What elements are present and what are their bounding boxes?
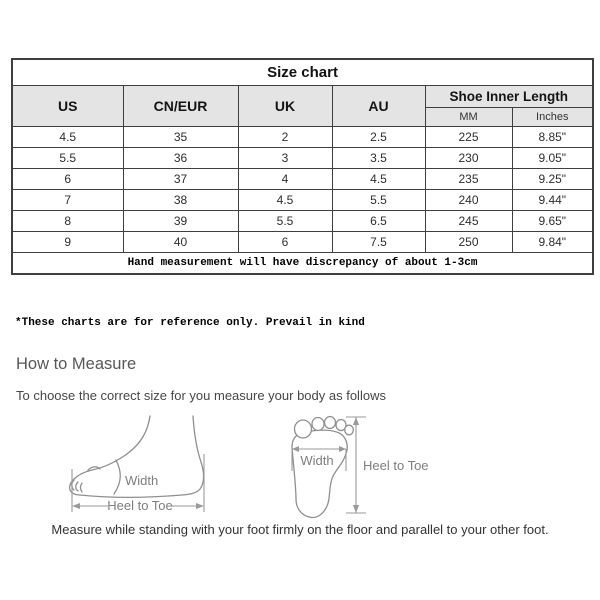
how-to-measure-heading: How to Measure <box>16 355 137 373</box>
column-header-au: AU <box>332 86 425 127</box>
how-to-measure-intro: To choose the correct size for you measure your body as follows <box>16 388 386 403</box>
toe-line <box>81 483 83 492</box>
side-foot-diagram <box>58 412 228 522</box>
table-cell: 38 <box>123 190 238 211</box>
table-row <box>12 127 593 148</box>
arrowhead-right-icon <box>339 446 346 452</box>
table-title-row <box>12 59 593 86</box>
arrowhead-up-icon <box>353 417 359 425</box>
table-cell: 230 <box>425 148 512 169</box>
toe-line <box>76 482 78 491</box>
table-note: Hand measurement will have discrepancy of about 1-3cm <box>12 253 593 275</box>
size-chart-table <box>11 58 594 275</box>
table-cell: 4.5 <box>12 127 123 148</box>
table-cell: 7 <box>12 190 123 211</box>
table-cell: 9 <box>12 232 123 253</box>
table-cell: 5.5 <box>12 148 123 169</box>
table-cell: 5.5 <box>332 190 425 211</box>
measure-caption: Measure while standing with your foot firmly on the floor and parallel to your other foot. <box>51 522 549 537</box>
table-cell: 8 <box>12 211 123 232</box>
table-cell: 4.5 <box>332 169 425 190</box>
side-heel-to-toe-label: Heel to Toe <box>107 498 173 513</box>
table-cell: 235 <box>425 169 512 190</box>
arrowhead-left-icon <box>292 446 299 452</box>
table-cell: 9.84" <box>512 232 593 253</box>
arrowhead-left-icon <box>72 503 80 509</box>
ball-width-arc <box>114 460 120 494</box>
table-cell: 9.65" <box>512 211 593 232</box>
table-cell: 225 <box>425 127 512 148</box>
table-cell: 2 <box>238 127 332 148</box>
print-width-label: Width <box>300 453 334 468</box>
column-header-inner-length: Shoe Inner Length <box>425 86 593 108</box>
footprint-diagram <box>283 403 433 538</box>
table-cell: 3 <box>238 148 332 169</box>
table-row <box>12 232 593 253</box>
table-cell: 6 <box>238 232 332 253</box>
toe-icon <box>345 425 354 435</box>
table-cell: 2.5 <box>332 127 425 148</box>
table-row <box>12 211 593 232</box>
toe-icon <box>312 418 324 431</box>
table-cell: 35 <box>123 127 238 148</box>
arrowhead-right-icon <box>196 503 204 509</box>
column-header-mm: MM <box>425 108 512 127</box>
table-cell: 5.5 <box>238 211 332 232</box>
side-width-label: Width <box>125 473 159 488</box>
table-cell: 3.5 <box>332 148 425 169</box>
table-row <box>12 169 593 190</box>
table-cell: 4 <box>238 169 332 190</box>
table-row <box>12 190 593 211</box>
table-cell: 39 <box>123 211 238 232</box>
column-header-us: US <box>12 86 123 127</box>
table-cell: 9.44" <box>512 190 593 211</box>
print-heel-to-toe-label: Heel to Toe <box>363 458 429 473</box>
table-header-row <box>12 86 593 108</box>
table-note-row <box>12 253 593 275</box>
table-cell: 40 <box>123 232 238 253</box>
table-cell: 36 <box>123 148 238 169</box>
table-cell: 6.5 <box>332 211 425 232</box>
table-cell: 37 <box>123 169 238 190</box>
table-cell: 240 <box>425 190 512 211</box>
table-title: Size chart <box>12 59 593 86</box>
arrowhead-down-icon <box>353 505 359 513</box>
table-cell: 9.05" <box>512 148 593 169</box>
disclaimer-text: *These charts are for reference only. Prevail in kind <box>15 317 365 329</box>
table-cell: 4.5 <box>238 190 332 211</box>
table-cell: 250 <box>425 232 512 253</box>
table-cell: 7.5 <box>332 232 425 253</box>
table-cell: 245 <box>425 211 512 232</box>
toe-icon <box>325 417 336 429</box>
column-header-cn-eur: CN/EUR <box>123 86 238 127</box>
table-cell: 6 <box>12 169 123 190</box>
column-header-inches: Inches <box>512 108 593 127</box>
table-cell: 8.85" <box>512 127 593 148</box>
column-header-uk: UK <box>238 86 332 127</box>
table-cell: 9.25" <box>512 169 593 190</box>
table-row <box>12 148 593 169</box>
big-toe-icon <box>295 420 312 438</box>
footprint-outline <box>292 430 347 517</box>
